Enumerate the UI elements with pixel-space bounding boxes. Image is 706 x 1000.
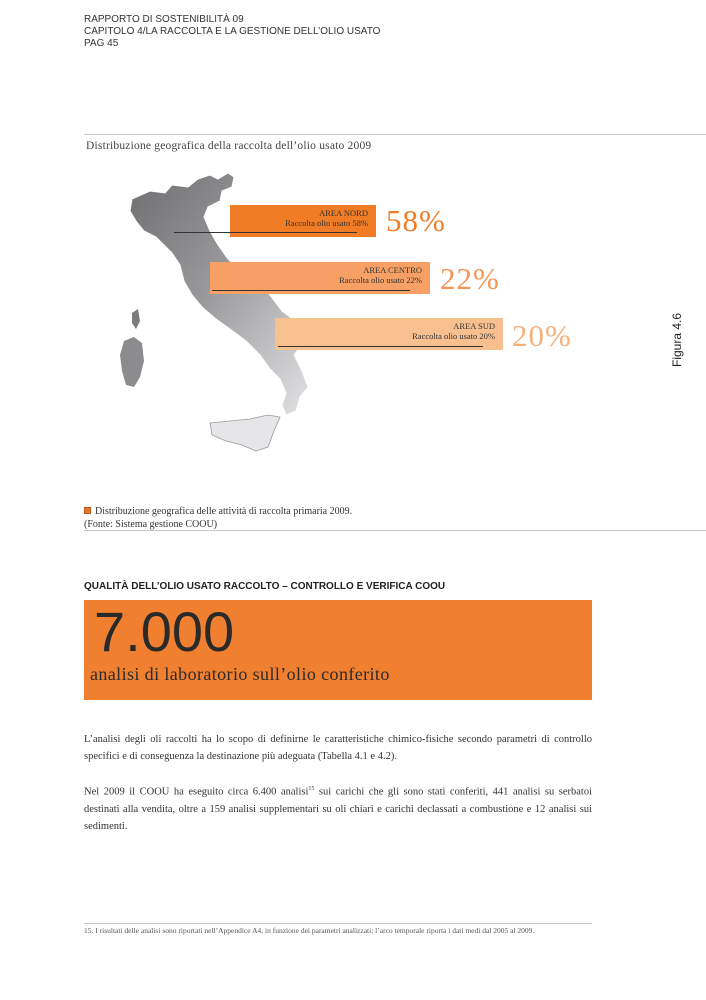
stat-label: analisi di laboratorio sull’olio conferito [90,664,390,684]
area-centro-leader-line [212,290,410,291]
section-title: QUALITÀ DELL’OLIO USATO RACCOLTO – CONTROLLO E VERIFICA COOU [84,581,446,592]
stat-big-number: 7.000 [94,600,235,663]
body-paragraph-1: L’analisi degli oli raccolti ha lo scopo di definirne le caratteristiche chimico-fisiche secondo parametri di controllo specifici e di conseguenza la destinazione più adeguata (Tabella 4.1 e 4.2). [84,734,592,762]
figure-bottom-divider [84,530,706,531]
area-nord-name: AREA NORD [319,208,368,218]
footnote-divider [84,923,592,924]
body-paragraph-2 [84,781,592,835]
area-sud-desc: Raccolta olio usato 20% [412,331,495,341]
area-centro-name: AREA CENTRO [363,265,422,275]
area-nord-leader-line [174,232,357,233]
stat-banner [84,600,592,700]
caption-line-2: (Fonte: Sistema gestione COOU) [84,519,218,530]
area-sud-percent: 20% [512,318,572,353]
header-chapter: CAPITOLO 4/LA RACCOLTA E LA GESTIONE DELL’OLIO USATO [84,26,381,37]
figure-label-text: Figura 4.6 [670,312,684,367]
header-report-title: RAPPORTO DI SOSTENIBILITÀ 09 [84,14,244,25]
body-paragraph-2-end: sui carichi che gli sono stati conferiti, 441 analisi su serbatoi destinati alla vendita, oltre a 159 analisi supplementari su oli chiari e carichi declassati a combustione e 12 analisi sui sedimenti. [84,786,593,832]
area-nord-desc: Raccolta olio usato 58% [285,218,368,228]
figure-caption [84,505,352,531]
sicily-island [210,415,280,451]
figure-label [662,300,682,370]
figure-title: Distribuzione geografica della raccolta dell’olio usato 2009 [86,140,372,152]
sardinia-island [120,337,144,387]
footnote: 15. I risultati delle analisi sono riportati nell’Appendice A4, in funzione dei parametri analizzati; l’arco temporale riporta i dati medi dal 2005 al 2009. [84,926,535,935]
area-sud-leader-line [278,346,483,347]
footnote-ref: 15 [308,786,315,792]
caption-line-1: Distribuzione geografica delle attività di raccolta primaria 2009. [95,506,353,517]
area-centro-desc: Raccolta olio usato 22% [339,275,422,285]
area-nord-percent: 58% [386,203,446,238]
corsica-island [132,309,140,329]
area-centro-percent: 22% [440,261,500,296]
report-header [84,14,380,50]
caption-bullet-icon [84,507,91,514]
area-sud-name: AREA SUD [453,321,495,331]
figure-top-divider [84,134,706,135]
header-page-number: PAG 45 [84,38,119,49]
body-paragraph-2-start: Nel 2009 il COOU ha eseguito circa 6.400 analisi [84,786,309,798]
